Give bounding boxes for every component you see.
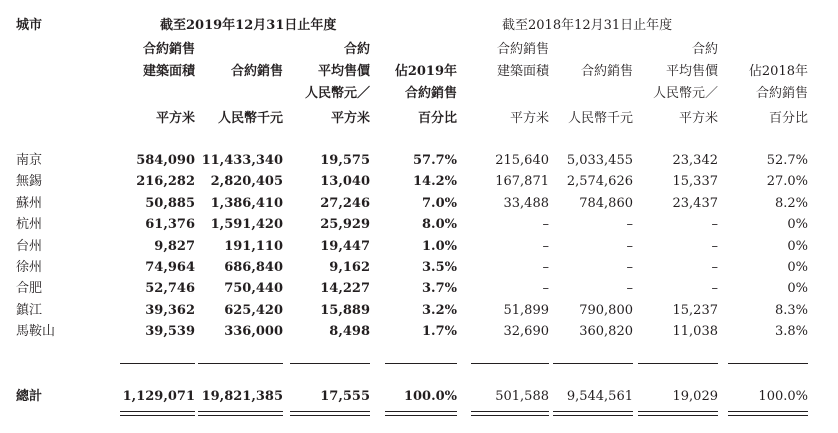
cell-2018: –	[711, 217, 718, 233]
city-name: 徐州	[16, 260, 43, 275]
cell-2018: –	[711, 238, 718, 254]
cell-2019: 9,162	[329, 260, 370, 275]
column-subtotal-rule	[385, 363, 457, 364]
cell-2018: 0%	[787, 260, 808, 275]
cell-2018: 52.7%	[766, 153, 808, 168]
cell-2019: 15,889	[320, 302, 370, 318]
cell-2018: 215,640	[495, 153, 549, 168]
cell-2018: 0%	[787, 238, 808, 254]
cell-2018: –	[542, 238, 549, 254]
cell-2018: –	[542, 281, 549, 297]
cell-2018: 167,871	[495, 174, 549, 190]
total-2018: 501,588	[495, 389, 549, 404]
column-subtotal-rule	[198, 363, 283, 364]
column-header-line: 建築面積	[496, 64, 549, 79]
cell-2019: 1,386,410	[210, 195, 283, 211]
column-subtotal-rule	[290, 363, 370, 364]
column-header-line: 合約銷售	[755, 86, 808, 101]
column-header-line: 平方米	[155, 111, 195, 126]
column-header-line: 合約銷售	[580, 64, 633, 79]
column-total-double-rule	[198, 411, 283, 416]
city-column-header: 城市	[16, 18, 43, 33]
city-name: 無錫	[16, 174, 43, 190]
cell-2018: 23,437	[672, 195, 718, 211]
cell-2018: –	[626, 260, 633, 275]
column-subtotal-rule	[471, 363, 549, 364]
total-2019: 17,555	[320, 389, 370, 404]
column-total-double-rule	[553, 411, 633, 416]
cell-2019: 25,929	[320, 217, 370, 233]
column-total-double-rule	[290, 411, 370, 416]
cell-2018: –	[711, 260, 718, 275]
cell-2018: 27.0%	[766, 174, 808, 190]
cell-2018: –	[626, 238, 633, 254]
cell-2018: 8.3%	[774, 302, 808, 318]
cell-2019: 57.7%	[412, 153, 457, 168]
city-name: 南京	[16, 153, 43, 168]
column-total-double-rule	[638, 411, 718, 416]
cell-2018: –	[542, 217, 549, 233]
city-name: 合肥	[16, 281, 43, 297]
city-name: 蘇州	[16, 195, 43, 211]
cell-2018: 2,574,626	[566, 174, 633, 190]
column-header-line: 佔2019年	[394, 64, 457, 79]
cell-2019: 8,498	[329, 324, 370, 340]
cell-2019: 8.0%	[422, 217, 457, 233]
column-header-line: 合約	[343, 42, 370, 57]
cell-2019: 14.2%	[412, 174, 457, 190]
city-name: 馬鞍山	[16, 324, 56, 340]
cell-2019: 50,885	[145, 195, 195, 211]
cell-2019: 191,110	[224, 238, 283, 254]
cell-2018: –	[542, 260, 549, 275]
cell-2019: 1.7%	[422, 324, 457, 340]
total-2019: 19,821,385	[201, 389, 283, 404]
city-name: 杭州	[16, 217, 43, 233]
cell-2019: 3.5%	[422, 260, 457, 275]
column-header-line: 平方米	[330, 111, 370, 126]
column-header-line: 合約銷售	[230, 64, 283, 79]
cell-2018: 8.2%	[774, 195, 808, 211]
column-header-line: 人民幣元／	[304, 86, 370, 101]
cell-2018: 32,690	[503, 324, 549, 340]
cell-2018: 3.8%	[774, 324, 808, 340]
cell-2019: 750,440	[224, 281, 283, 297]
cell-2018: 15,337	[672, 174, 718, 190]
cell-2019: 584,090	[136, 153, 195, 168]
cell-2019: 14,227	[320, 281, 370, 297]
column-header-line: 合約銷售	[142, 42, 195, 57]
cell-2019: 39,539	[145, 324, 195, 340]
column-header-line: 平均售價	[665, 64, 718, 79]
cell-2018: 790,800	[579, 302, 633, 318]
cell-2018: –	[711, 281, 718, 297]
cell-2019: 216,282	[136, 174, 195, 190]
column-header-line: 人民幣千元	[217, 111, 283, 126]
cell-2018: –	[626, 281, 633, 297]
column-subtotal-rule	[553, 363, 633, 364]
cell-2019: 686,840	[224, 260, 283, 275]
total-label: 總計	[16, 389, 43, 404]
city-name: 鎮江	[16, 302, 43, 318]
cell-2019: 1,591,420	[210, 217, 283, 233]
column-header-line: 合約銷售	[496, 42, 549, 57]
column-total-double-rule	[120, 411, 195, 416]
total-2018: 100.0%	[758, 389, 808, 404]
cell-2019: 19,447	[320, 238, 370, 254]
column-total-double-rule	[471, 411, 549, 416]
column-header-line: 合約銷售	[404, 86, 457, 101]
column-total-double-rule	[728, 411, 808, 416]
cell-2018: 5,033,455	[566, 153, 633, 168]
total-2019: 1,129,071	[122, 389, 195, 404]
cell-2018: 33,488	[503, 195, 549, 211]
total-2018: 9,544,561	[566, 389, 633, 404]
cell-2019: 13,040	[320, 174, 370, 190]
column-header-line: 合約	[691, 42, 718, 57]
cell-2019: 7.0%	[422, 195, 457, 211]
cell-2018: 15,237	[672, 302, 718, 318]
cell-2019: 19,575	[320, 153, 370, 168]
column-header-line: 平方米	[678, 111, 718, 126]
cell-2019: 39,362	[145, 302, 195, 318]
cell-2019: 3.2%	[422, 302, 457, 318]
cell-2018: –	[626, 217, 633, 233]
group-header-2018: 截至2018年12月31日止年度	[502, 18, 673, 33]
total-2019: 100.0%	[403, 389, 457, 404]
cell-2019: 2,820,405	[210, 174, 283, 190]
cell-2019: 9,827	[154, 238, 195, 254]
cell-2019: 61,376	[145, 217, 195, 233]
cell-2019: 11,433,340	[201, 153, 283, 168]
column-header-line: 平均售價	[317, 64, 370, 79]
total-2018: 19,029	[672, 389, 718, 404]
cell-2018: 51,899	[503, 302, 549, 318]
cell-2019: 3.7%	[422, 281, 457, 297]
column-header-line: 人民幣千元	[567, 111, 633, 126]
cell-2018: 360,820	[579, 324, 633, 340]
column-header-line: 建築面積	[142, 64, 195, 79]
column-subtotal-rule	[120, 363, 195, 364]
column-subtotal-rule	[728, 363, 808, 364]
cell-2019: 52,746	[145, 281, 195, 297]
cell-2018: 784,860	[579, 195, 633, 211]
group-header-2019: 截至2019年12月31日止年度	[160, 18, 337, 33]
cell-2018: 0%	[787, 281, 808, 297]
cell-2018: 11,038	[672, 324, 718, 340]
column-subtotal-rule	[638, 363, 718, 364]
cell-2019: 27,246	[320, 195, 370, 211]
column-header-line: 百分比	[768, 111, 808, 126]
column-header-line: 百分比	[417, 111, 457, 126]
cell-2019: 336,000	[224, 324, 283, 340]
cell-2018: 0%	[787, 217, 808, 233]
cell-2019: 625,420	[224, 302, 283, 318]
cell-2019: 74,964	[145, 260, 195, 275]
cell-2019: 1.0%	[422, 238, 457, 254]
city-name: 台州	[16, 238, 43, 254]
column-header-line: 佔2018年	[748, 64, 808, 79]
cell-2018: 23,342	[672, 153, 718, 168]
column-total-double-rule	[385, 411, 457, 416]
column-header-line: 人民幣元／	[652, 86, 718, 101]
column-header-line: 平方米	[509, 111, 549, 126]
